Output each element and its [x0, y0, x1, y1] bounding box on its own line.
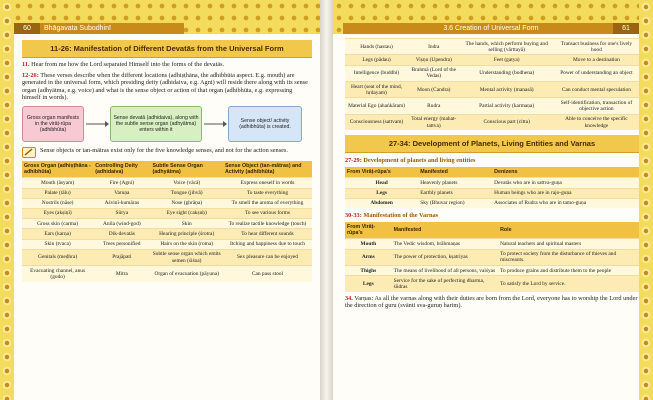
table-cell: Varuṇa — [93, 188, 150, 198]
table-header: Manifested — [392, 222, 498, 239]
table-cell: To produce grains and distribute them to the people — [498, 266, 639, 276]
table-cell: Thighs — [345, 266, 392, 276]
table-cell: Hairs on the skin (roma) — [150, 239, 222, 249]
table-cell: Intelligence (buddhi) — [345, 65, 408, 81]
note-text: Sense objects or tan-mātras exist only for the five knowledge senses, and not for the action senses. — [40, 146, 288, 154]
right-content — [345, 38, 639, 310]
left-page — [0, 0, 320, 400]
verse-number-11: 11. — [22, 61, 30, 68]
flow-box-sense-devata: Sense devatā (adhidaiva), along with the subtle sense organ (adhyātma) enters within it — [110, 106, 202, 142]
verse-number-27-29: 27-29: — [345, 157, 362, 165]
table-cell: To see various forms — [223, 208, 312, 218]
table-cell: Arms — [345, 249, 392, 265]
flow-box-gross-organ: Gross organ manifests in the virāṭ-rūpa (adhibhūta) — [22, 106, 84, 142]
table-cell: Skin (tvaca) — [22, 239, 93, 249]
table-cell: Express oneself in words — [223, 178, 312, 188]
table-cell: Organ of evacuation (pāyuna) — [150, 266, 222, 282]
table-header-row — [345, 167, 639, 178]
table-cell: Genitals (meḍhra) — [22, 249, 93, 265]
table-row — [345, 239, 639, 249]
table-row — [345, 65, 639, 81]
note — [22, 147, 312, 158]
table-cell: Understanding (bodhena) — [459, 65, 553, 81]
table-header-row — [22, 161, 312, 178]
subheading-30-33-text: Manifestation of the Varnas — [363, 212, 439, 220]
paragraph-34 — [345, 295, 639, 310]
table-cell: Aśvinī-kumāras — [93, 198, 150, 208]
table-cell: Mental activity (manasā) — [459, 82, 553, 98]
table-cell: Devatās who are in sattva-guṇa — [492, 178, 639, 188]
table-header: Manifested — [418, 167, 492, 178]
table-row — [22, 178, 312, 188]
table-cell: Human beings who are in rajo-guṇa — [492, 188, 639, 198]
planets-table — [345, 167, 639, 208]
table-header-row — [345, 222, 639, 239]
table-cell: Mitra — [93, 266, 150, 282]
table-cell: Power of understanding an object — [554, 65, 639, 81]
table-cell: Heavenly planets — [418, 178, 492, 188]
table-cell: Viṣṇu (Upendra) — [408, 55, 459, 65]
table-cell: Material Ego (ahaṅkāram) — [345, 98, 408, 114]
table-cell: Sex pleasure can be enjoyed — [223, 249, 312, 265]
table-cell: Anila (wind-god) — [93, 219, 150, 229]
table-cell: To smell the aroma of everything — [223, 198, 312, 208]
table-cell: Move to a destination — [554, 55, 639, 65]
table-header: From Virāṭ-rūpa's — [345, 222, 392, 239]
table-row — [345, 39, 639, 55]
devata-table-continued — [345, 38, 639, 130]
verse-number-12-26: 12-26: — [22, 71, 39, 79]
table-cell: Legs — [345, 188, 418, 198]
table-cell: Nostrils (nāse) — [22, 198, 93, 208]
table-row — [22, 229, 312, 239]
table-cell: Can conduct mental speculation — [554, 82, 639, 98]
table-row — [345, 198, 639, 208]
varnas-table — [345, 222, 639, 292]
table-cell: The hands, which perform buying and selling (vārttayā) — [459, 39, 553, 55]
arrow-right-icon — [203, 120, 227, 128]
table-cell: Subtle sense organ which emits semen (śiśna) — [150, 249, 222, 265]
table-cell: Voice (vācā) — [150, 178, 222, 188]
devata-table — [22, 161, 312, 282]
verse-number-30-33: 30-33: — [345, 212, 362, 220]
table-cell: Evacuating channel, anus (gudo) — [22, 266, 93, 282]
section-heading-11-26: 11-26: Manifestation of Different Devatās from the Universal Form — [22, 40, 312, 58]
table-row — [22, 208, 312, 218]
table-row — [345, 98, 639, 114]
table-cell: Fire (Agni) — [93, 178, 150, 188]
table-header: Gross Organ (adhiṣṭhāna - adhibhūta) — [22, 161, 93, 178]
left-page-number: 60 — [14, 23, 40, 34]
table-cell: The power of protection, kṣatriyas — [392, 249, 498, 265]
table-cell: Transact business for one's lively hood — [554, 39, 639, 55]
table-cell: To protect society from the disturbance of thieves and miscreants. — [498, 249, 639, 265]
table-header: Subtle Sense Organ (adhyātma) — [150, 161, 222, 178]
paragraph-11-text: Hear from me how the Lord separated Himself into the forms of the devatās. — [31, 61, 225, 68]
table-cell: Brahmā (Lord of the Vedas) — [408, 65, 459, 81]
arrow-right-icon — [85, 120, 109, 128]
table-cell: Earthly planets — [418, 188, 492, 198]
table-cell: Moon (Candra) — [408, 82, 459, 98]
table-cell: The Vedic wisdom, brāhmaṇas — [392, 239, 498, 249]
table-row — [345, 266, 639, 276]
table-header: Denizens — [492, 167, 639, 178]
section-heading-27-34: 27-34: Development of Planets, Living Entities and Varnas — [345, 135, 639, 153]
table-cell: Consciousness (sattvam) — [345, 114, 408, 130]
table-cell: Rudra — [408, 98, 459, 114]
right-side-border — [639, 0, 653, 400]
table-header: Role — [498, 222, 639, 239]
subheading-30-33 — [345, 212, 639, 219]
table-cell: Abdomen — [345, 198, 418, 208]
table-cell: Can pass stool — [223, 266, 312, 282]
table-header: From Virāṭ-rūpa's — [345, 167, 418, 178]
table-cell: The means of livelihood of all persons, vaiśyas — [392, 266, 498, 276]
paragraph-12-26-text: These verses describe when the different locations (adhiṣṭhāna, the adhibhūta aspect. E.g. mouth) are generated in the universal form, which presiding deity (adhidaiva, e.g. Agni) will reside there along with its sense organ (adhyātma, e.g. voice) and what is the sense object or action of that organ (adhibhūta, e.g. expressing himself in words). — [22, 71, 308, 102]
subheading-27-29 — [345, 157, 639, 164]
table-cell: Total energy (mahat-tattva) — [408, 114, 459, 130]
flow-box-sense-object: Sense object/ activity (adhibhūta) is created. — [228, 106, 302, 142]
left-content — [22, 38, 312, 282]
table-cell: To taste everything — [223, 188, 312, 198]
verse-number-34: 34. — [345, 294, 353, 302]
table-cell: Partial activity (karmaṇa) — [459, 98, 553, 114]
table-row — [22, 198, 312, 208]
manifestation-flow-diagram — [22, 106, 312, 144]
table-row — [22, 249, 312, 265]
table-cell: Nose (ghrāṇa) — [150, 198, 222, 208]
table-cell: Legs (pādau) — [345, 55, 408, 65]
table-row — [22, 219, 312, 229]
left-running-head-text: Bhāgavata Subodhinī — [44, 25, 111, 32]
table-cell: Head — [345, 178, 418, 188]
table-row — [345, 276, 639, 292]
right-running-head: 3.6 Creation of Universal Form — [343, 23, 639, 34]
table-cell: To hear different sounds — [223, 229, 312, 239]
table-cell: Gross skin (carma) — [22, 219, 93, 229]
table-row — [345, 249, 639, 265]
paragraph-12-26 — [22, 72, 312, 102]
table-cell: Ears (karṇa) — [22, 229, 93, 239]
table-cell: Service for the sake of perfecting dharma, śūdras — [392, 276, 498, 292]
table-cell: Hearing principle (śrotra) — [150, 229, 222, 239]
table-cell: Self-identification, transaction of objective action — [554, 98, 639, 114]
table-cell: Hands (hastau) — [345, 39, 408, 55]
table-cell: Skin — [150, 219, 222, 229]
table-cell: Palate (tālu) — [22, 188, 93, 198]
table-cell: To realize tactile knowledge (touch) — [223, 219, 312, 229]
table-cell: Indra — [408, 39, 459, 55]
table-cell: Heart (seat of the mind, hṛdayam) — [345, 82, 408, 98]
table-header: Controlling Deity (adhidaiva) — [93, 161, 150, 178]
right-page-number: 61 — [613, 23, 639, 34]
table-row — [22, 188, 312, 198]
table-row — [22, 239, 312, 249]
right-page — [333, 0, 653, 400]
table-cell: Associates of Rudra who are in tamo-guṇa — [492, 198, 639, 208]
table-cell: Eye sight (cakṣuḥ) — [150, 208, 222, 218]
table-row — [22, 266, 312, 282]
paragraph-34-text: Varṇas: As all the varnas along with their duties are born from the Lord, everyone has to worship the Lord under the direction of guru (svānti sva-guruṇ harim). — [345, 294, 638, 310]
table-header: Sense Object (tan-mātras) and Activity (adhibhūta) — [223, 161, 312, 178]
table-row — [345, 114, 639, 130]
table-cell: Feet (gatya) — [459, 55, 553, 65]
paragraph-11 — [22, 61, 312, 69]
table-cell: Conscious part (citta) — [459, 114, 553, 130]
table-cell: Legs — [345, 276, 392, 292]
table-cell: Tongue (jihvā) — [150, 188, 222, 198]
table-cell: Mouth (āsyam) — [22, 178, 93, 188]
book-gutter — [320, 0, 333, 400]
table-cell: To satisfy the Lord by service. — [498, 276, 639, 292]
table-cell: Mouth — [345, 239, 392, 249]
table-cell: Sky (Bhuvar region) — [418, 198, 492, 208]
table-cell: Trees personified — [93, 239, 150, 249]
left-side-border — [0, 0, 14, 400]
table-cell: Eyes (akṣiṇī) — [22, 208, 93, 218]
table-cell: Natural teachers and spiritual masters — [498, 239, 639, 249]
pencil-note-icon — [22, 147, 36, 158]
table-row — [345, 178, 639, 188]
table-cell: Itching and happiness due to touch — [223, 239, 312, 249]
table-cell: Dik-devatās — [93, 229, 150, 239]
table-cell: Prajāpati — [93, 249, 150, 265]
table-row — [345, 82, 639, 98]
table-row — [345, 55, 639, 65]
table-cell: Able to conceive the specific knowledge — [554, 114, 639, 130]
table-cell: Sūrya — [93, 208, 150, 218]
subheading-27-29-text: Development of planets and living entities — [363, 157, 476, 165]
table-row — [345, 188, 639, 198]
